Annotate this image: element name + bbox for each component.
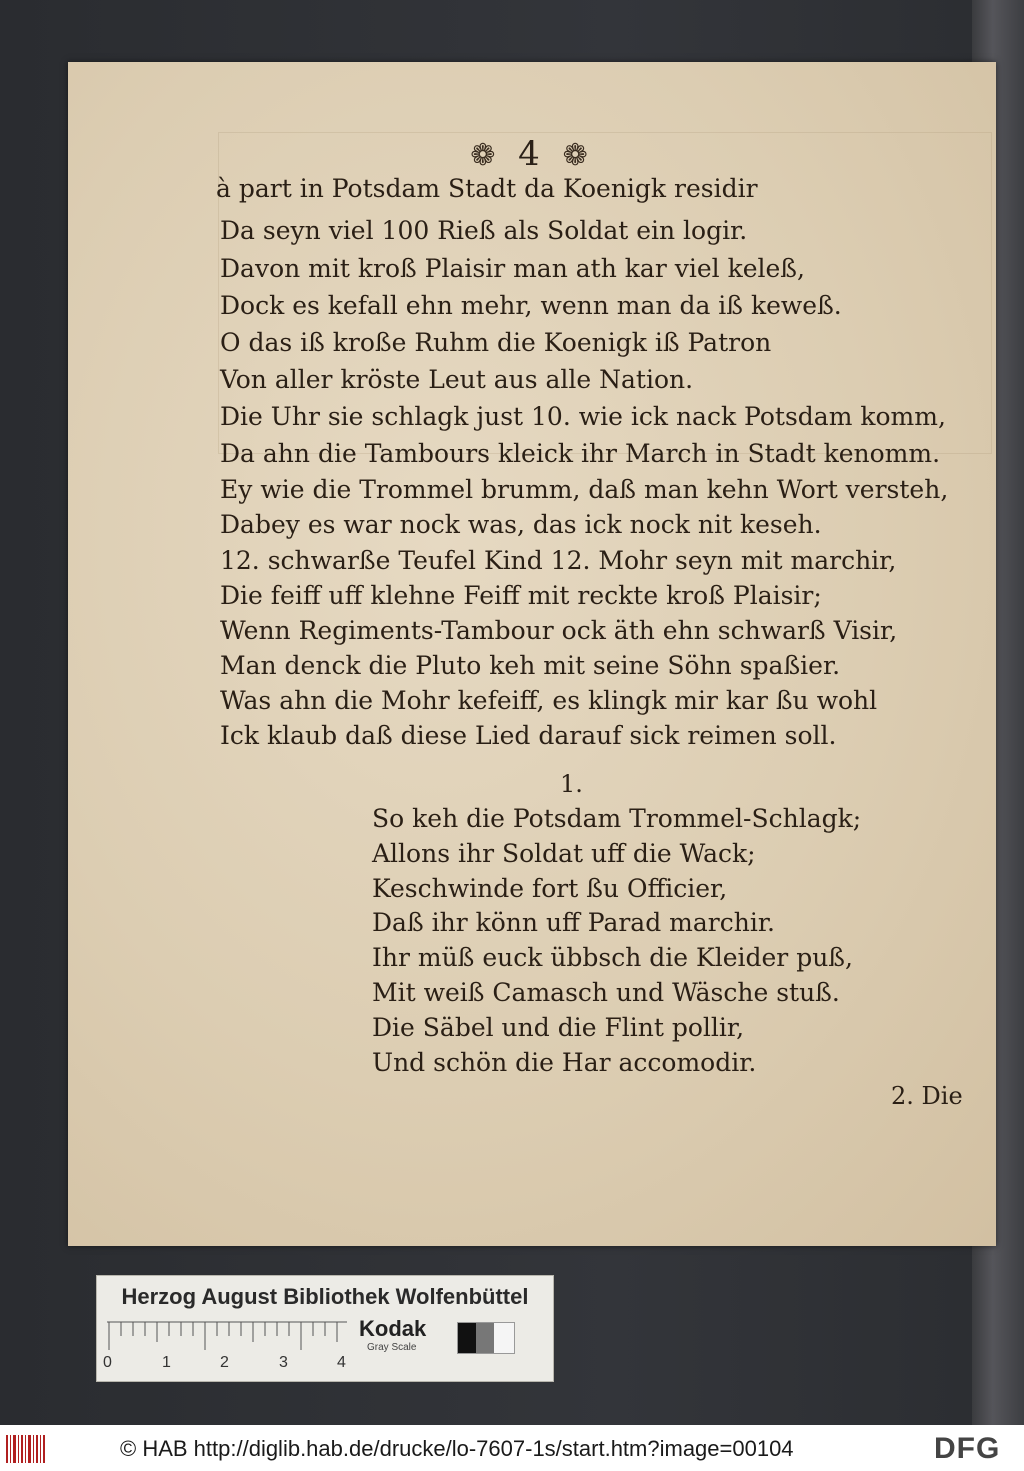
patch-gray xyxy=(476,1323,494,1353)
patch-black xyxy=(458,1323,476,1353)
verse-line: Davon mit kroß Plaisir man ath kar viel keleß, xyxy=(220,254,805,283)
verse-line: Von aller kröste Leut aus alle Nation. xyxy=(220,365,694,394)
stanza-line: Keschwinde fort ßu Officier, xyxy=(372,874,728,903)
verse-line: Ick klaub daß diese Lied darauf sick reimen soll. xyxy=(220,721,837,750)
stanza-number: 1. xyxy=(560,770,583,798)
verse-line: Man denck die Pluto keh mit seine Söhn spaßier. xyxy=(220,651,841,680)
verse-line: Dabey es war nock was, das ick nock nit keseh. xyxy=(220,510,822,539)
verse-line: Da seyn viel 100 Rieß als Soldat ein logir. xyxy=(220,216,748,245)
verse-line: Die feiff uff klehne Feiff mit reckte kroß Plaisir; xyxy=(220,581,822,610)
stanza-line: Mit weiß Camasch und Wäsche stuß. xyxy=(372,978,840,1007)
stanza-line: Und schön die Har accomodir. xyxy=(372,1048,757,1077)
ruler-number: 2 xyxy=(220,1354,229,1371)
library-color-card xyxy=(96,1275,554,1382)
gray-scale-patch xyxy=(457,1322,515,1354)
verse-line: à part in Potsdam Stadt da Koenigk residir xyxy=(216,174,758,203)
patch-white xyxy=(494,1323,514,1353)
ornament-right-icon: ❁ xyxy=(562,138,594,173)
stanza-line: Daß ihr könn uff Parad marchir. xyxy=(372,908,775,937)
ornament-left-icon: ❁ xyxy=(470,138,502,173)
verse-line: Da ahn die Tambours kleick ihr March in Stadt kenomm. xyxy=(220,439,941,468)
book-page xyxy=(68,62,996,1246)
verse-line: Dock es kefall ehn mehr, wenn man da iß keweß. xyxy=(220,291,842,320)
ruler-number: 0 xyxy=(103,1354,112,1371)
verse-line: Was ahn die Mohr kefeiff, es klingk mir kar ßu wohl xyxy=(220,686,878,715)
kodak-subtitle: Gray Scale xyxy=(367,1342,417,1353)
kodak-brand: Kodak xyxy=(359,1316,427,1341)
barcode-icon xyxy=(6,1435,46,1463)
page-number: 4 xyxy=(518,134,546,174)
verse-line: Wenn Regiments-Tambour ock äth ehn schwarß Visir, xyxy=(220,616,898,645)
stanza-line: Allons ihr Soldat uff die Wack; xyxy=(372,839,756,868)
verse-line: Die Uhr sie schlagk just 10. wie ick nack Potsdam komm, xyxy=(220,402,946,431)
page-header xyxy=(68,134,996,174)
dfg-logo: DFG xyxy=(934,1432,1001,1465)
stanza-line: So keh die Potsdam Trommel-Schlagk; xyxy=(372,804,862,833)
verse-line: 12. schwarße Teufel Kind 12. Mohr seyn mit marchir, xyxy=(220,546,897,575)
library-name: Herzog August Bibliothek Wolfenbüttel xyxy=(121,1284,529,1309)
verse-line: Ey wie die Trommel brumm, daß man kehn Wort versteh, xyxy=(220,475,949,504)
ruler-number: 3 xyxy=(279,1354,288,1371)
viewer-footer xyxy=(0,1425,1024,1471)
stanza-line: Die Säbel und die Flint pollir, xyxy=(372,1013,745,1042)
verse-line: O das iß kroße Ruhm die Koenigk iß Patron xyxy=(220,328,772,357)
stanza-line: Ihr müß euck übbsch die Kleider puß, xyxy=(372,943,853,972)
catchword: 2. Die xyxy=(891,1082,963,1110)
ruler-number: 4 xyxy=(337,1354,346,1371)
copyright-link[interactable]: © HAB http://diglib.hab.de/drucke/lo-7607-1s/start.htm?image=00104 xyxy=(120,1436,794,1461)
ruler-number: 1 xyxy=(162,1354,171,1371)
